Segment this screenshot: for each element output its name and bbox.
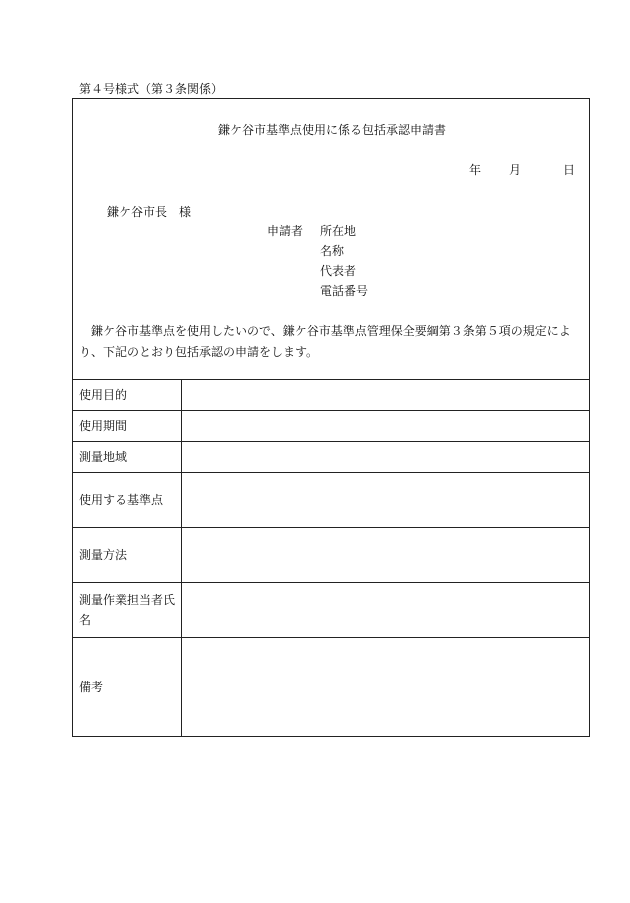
table-row (73, 411, 590, 442)
table-row (73, 442, 590, 473)
applicant-representative-label: 代表者 (320, 264, 357, 278)
row-label-remarks: 備考 (73, 638, 182, 737)
applicant-address-label: 所在地 (320, 224, 357, 238)
row-label-period: 使用期間 (73, 411, 182, 442)
date-year-label: 年 (469, 163, 482, 177)
row-value-period[interactable] (182, 411, 590, 442)
row-value-survey-method[interactable] (182, 528, 590, 583)
table-row (73, 638, 590, 737)
date-month-label: 月 (509, 163, 522, 177)
application-form-frame (72, 98, 590, 737)
row-label-survey-method: 測量方法 (73, 528, 182, 583)
applicant-phone-label: 電話番号 (320, 284, 369, 298)
addressee: 鎌ケ谷市長 様 (107, 205, 192, 219)
row-value-surveyor-name[interactable] (182, 583, 590, 638)
row-value-purpose[interactable] (182, 380, 590, 411)
row-value-survey-area[interactable] (182, 442, 590, 473)
row-label-purpose: 使用目的 (73, 380, 182, 411)
row-label-surveyor-name: 測量作業担当者氏名 (73, 583, 182, 638)
form-number: 第４号様式（第３条関係） (79, 82, 224, 96)
application-statement (79, 321, 587, 363)
row-value-reference-points[interactable] (182, 473, 590, 528)
row-label-survey-area: 測量地域 (73, 442, 182, 473)
row-label-reference-points: 使用する基準点 (73, 473, 182, 528)
form-title: 鎌ケ谷市基準点使用に係る包括承認申請書 (217, 123, 446, 137)
applicant-label: 申請者 (267, 224, 304, 238)
table-row (73, 473, 590, 528)
table-row (73, 528, 590, 583)
table-row (73, 380, 590, 411)
application-details-table (72, 379, 590, 737)
date-day-label: 日 (563, 163, 576, 177)
table-row (73, 583, 590, 638)
statement-paragraph: 鎌ケ谷市基準点を使用したいので、鎌ケ谷市基準点管理保全要綱第３条第５項の規定により、下記のとおり包括承認の申請をします。 (79, 324, 571, 359)
row-value-remarks[interactable] (182, 638, 590, 737)
applicant-name-label: 名称 (320, 244, 345, 258)
